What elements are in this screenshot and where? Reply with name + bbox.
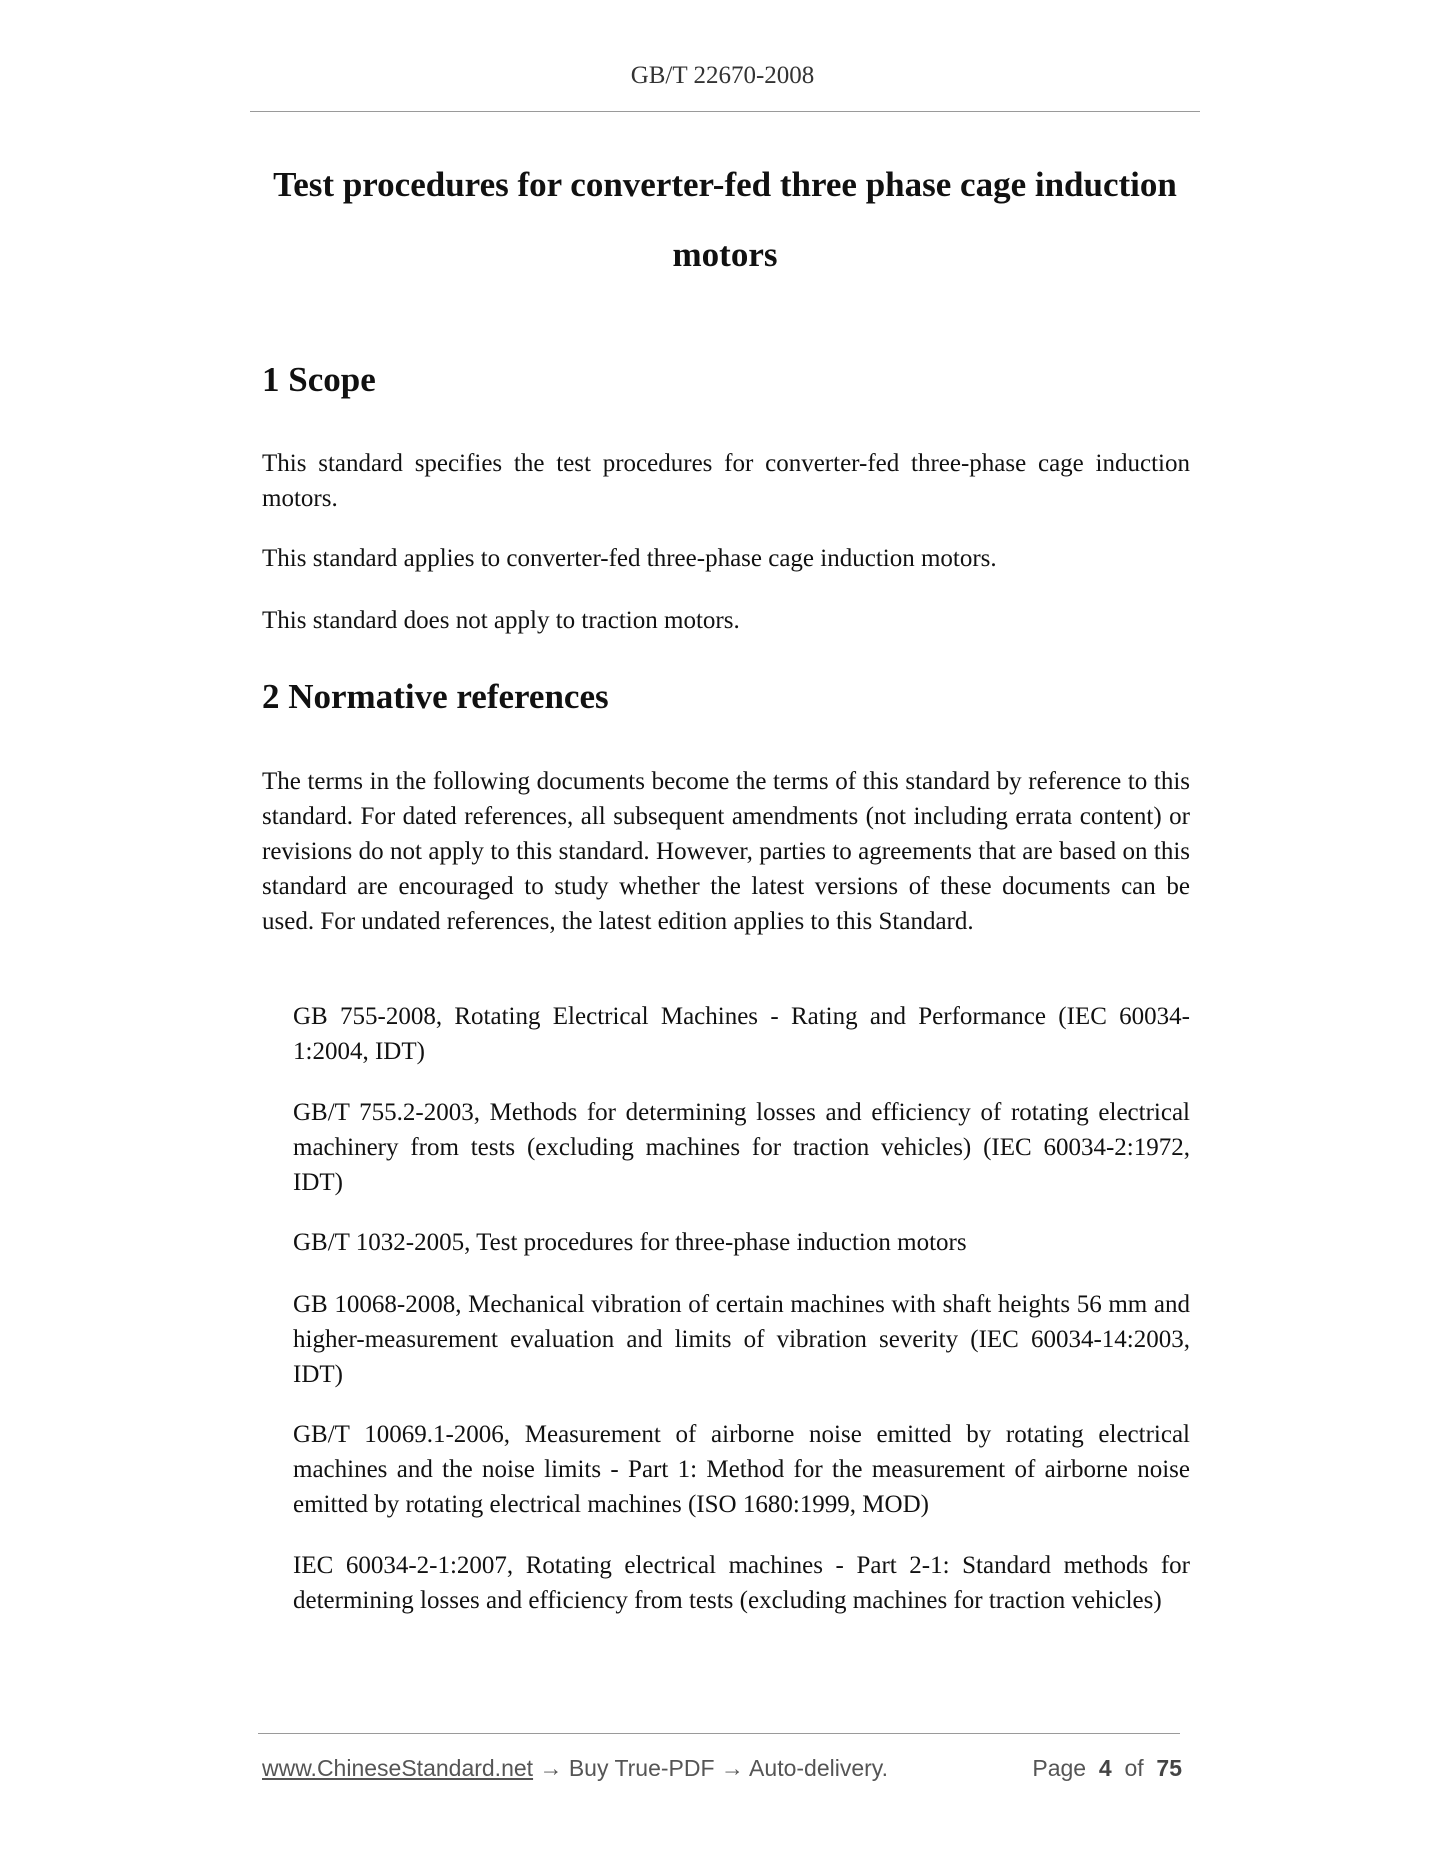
page-label: Page — [1032, 1755, 1087, 1781]
title-line-2: motors — [672, 235, 778, 274]
page-indicator — [1032, 1755, 1182, 1782]
reference-item: GB 10068-2008, Mechanical vibration of certain machines with shaft heights 56 mm and higher-measurement evaluation and limits of vibration severity (IEC 60034-14:2003, IDT) — [293, 1291, 1190, 1388]
title-line-1: Test procedures for converter-fed three phase cage induction — [273, 165, 1177, 204]
scope-paragraph: This standard specifies the test procedures for converter-fed three-phase cage induction motors. — [262, 450, 1190, 512]
document-title — [250, 150, 1200, 290]
section-heading-scope: 1 Scope — [262, 360, 376, 399]
document-code-header: GB/T 22670-2008 — [630, 62, 815, 89]
header-divider — [250, 111, 1200, 112]
reference-item: GB/T 755.2-2003, Methods for determining losses and efficiency of rotating electrical machinery from tests (excluding machines for traction vehicles) (IEC 60034-2:1972, IDT) — [293, 1099, 1190, 1196]
scope-paragraph: This standard applies to converter-fed three-phase cage induction motors. — [262, 545, 997, 572]
page-footer — [262, 1755, 1182, 1782]
footer-tagline: → Buy True-PDF → Auto-delivery. — [533, 1755, 888, 1781]
reference-item: GB 755-2008, Rotating Electrical Machines - Rating and Performance (IEC 60034-1:2004, IDT) — [293, 1003, 1190, 1065]
section-heading-normative-references: 2 Normative references — [262, 677, 609, 716]
reference-item: IEC 60034-2-1:2007, Rotating electrical machines - Part 2-1: Standard methods for determining losses and efficiency from tests (excluding machines for traction vehicles) — [293, 1552, 1190, 1614]
page-number: 4 — [1098, 1755, 1112, 1781]
reference-item: GB/T 1032-2005, Test procedures for three-phase induction motors — [293, 1229, 967, 1256]
footer-divider — [258, 1733, 1180, 1734]
normative-intro-paragraph: The terms in the following documents become the terms of this standard by reference to this standard. For dated references, all subsequent amendments (not including errata content) or revisions do not apply to this standard. However, parties to agreements that are based on this standard are encouraged to study whether the latest versions of these documents can be used. For undated references, the latest edition applies to this Standard. — [262, 768, 1190, 935]
scope-paragraph: This standard does not apply to traction motors. — [262, 607, 740, 634]
reference-item: GB/T 10069.1-2006, Measurement of airborne noise emitted by rotating electrical machines and the noise limits - Part 1: Method for the measurement of airborne noise emitted by rotating electrical machines (ISO 1680:1999, MOD) — [293, 1421, 1190, 1518]
of-label: of — [1124, 1755, 1144, 1781]
page-total: 75 — [1156, 1755, 1182, 1781]
website-link[interactable]: www.ChineseStandard.net — [262, 1755, 534, 1781]
